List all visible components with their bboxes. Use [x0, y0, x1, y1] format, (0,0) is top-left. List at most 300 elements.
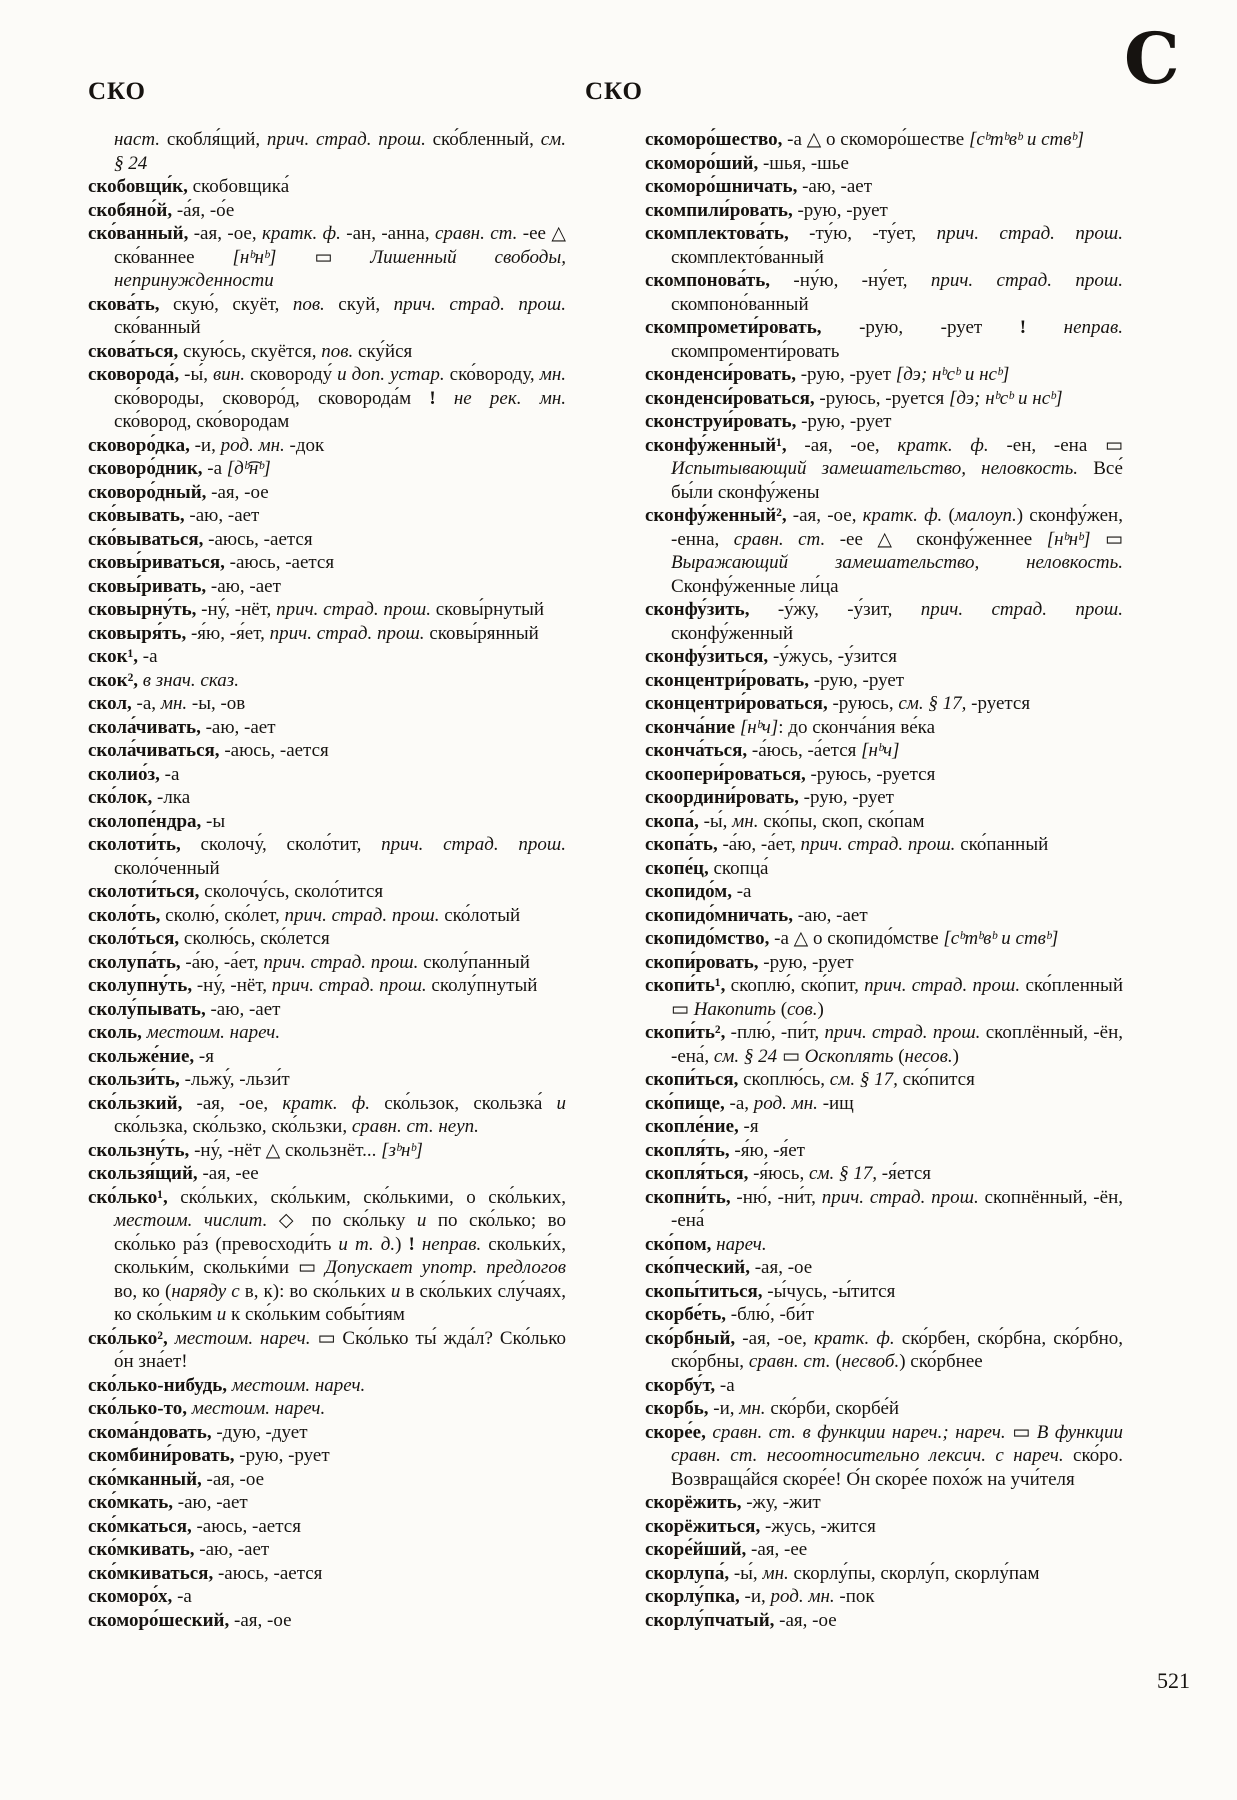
entry-text: ско́пленный ▭ — [671, 975, 1123, 1020]
entry-text: -аю, -ает — [200, 716, 276, 738]
grammar-label: см. § 17, — [829, 1069, 898, 1090]
dictionary-entry — [88, 1515, 566, 1539]
dictionary-entry — [645, 739, 1123, 763]
dictionary-entry — [645, 927, 1123, 951]
entry-text: ско́панный — [955, 834, 1049, 855]
entry-text: -жу, -жит — [741, 1492, 821, 1513]
headword: ско́рбный, — [645, 1327, 736, 1349]
entry-text: -пок — [834, 1586, 875, 1607]
grammar-label: прич. страд. прош. — [271, 975, 427, 996]
dictionary-entry — [88, 880, 566, 904]
dictionary-entry — [88, 363, 566, 434]
entry-text: -а́ю, -а́ет, — [180, 951, 264, 973]
entry-text: ско́ро. Возвраща́йся скоре́е! О́н скоре́е похо́ж на учи́теля — [671, 1445, 1124, 1490]
dictionary-entry — [645, 880, 1123, 904]
dictionary-entry — [88, 1538, 566, 1562]
running-head-left: СКО — [88, 78, 147, 105]
grammar-label: род. мн. — [753, 1092, 818, 1114]
grammar-label: мн. — [539, 364, 566, 385]
entry-text: -блю́, -би́т — [726, 1304, 814, 1325]
dictionary-entry — [645, 1280, 1123, 1304]
grammar-label: малоуп. — [954, 505, 1017, 526]
headword: сконденси́роваться, — [645, 387, 815, 409]
grammar-label: [нᵇч] — [739, 716, 779, 738]
headword: сколо́ть, — [88, 904, 161, 926]
grammar-label: в знач. сказ. — [138, 669, 239, 691]
grammar-label: [нᵇч] — [861, 740, 900, 761]
dictionary-entry — [88, 504, 566, 528]
headword: сконструи́ровать, — [645, 411, 797, 432]
headword: сколоти́ть, — [88, 834, 181, 855]
headword: ско́пом, — [645, 1233, 712, 1255]
headword: скопля́ться, — [645, 1163, 749, 1184]
headword: сконча́ться, — [645, 740, 748, 761]
dictionary-entry — [645, 1115, 1123, 1139]
grammar-label: прич. страд. прош. — [800, 834, 956, 855]
headword: сколу́пывать, — [88, 998, 206, 1020]
entry-text: ско́вород, ско́вородам — [114, 411, 290, 432]
grammar-label: прич. страд. прош. — [936, 223, 1123, 244]
dictionary-entry — [88, 716, 566, 740]
dictionary-entry — [645, 669, 1123, 693]
entry-text: сколу́пнутый — [426, 975, 538, 996]
entry-text: -плю́, -пи́т, — [725, 1022, 825, 1043]
grammar-label: прич. страд. прош. — [284, 904, 440, 926]
entry-text: ско́ванный — [114, 317, 201, 338]
entry-text: -а △ о скопидо́мстве — [769, 928, 944, 949]
headword: ско́мканный, — [88, 1468, 202, 1490]
dictionary-entry — [88, 998, 566, 1022]
grammar-label: наряду с — [171, 1280, 240, 1302]
grammar-label: пов. — [321, 340, 354, 362]
headword: скоопери́роваться, — [645, 763, 806, 785]
entry-text: -ая, -ое — [774, 1609, 837, 1631]
headword: скобяно́й, — [88, 199, 173, 221]
headword: сконфу́зиться, — [645, 646, 769, 667]
entry-text: -лка — [152, 787, 191, 808]
dictionary-entry — [645, 904, 1123, 928]
headword: ско́пческий, — [645, 1257, 750, 1278]
grammar-label: мн. — [762, 1562, 789, 1584]
dictionary-entry — [645, 1327, 1123, 1374]
entry-text: скопнённый, -ён, -ена́ — [671, 1186, 1123, 1231]
dictionary-entry — [645, 387, 1123, 411]
grammar-label: прич. страд. прош. — [930, 270, 1123, 291]
dictionary-entry — [88, 175, 566, 199]
entry-text: -а — [138, 646, 158, 667]
grammar-label: кратк. ф. — [814, 1327, 895, 1349]
dictionary-entry — [645, 199, 1123, 223]
dictionary-entry — [88, 1186, 566, 1327]
dictionary-entry — [88, 1562, 566, 1586]
dictionary-entry — [88, 551, 566, 575]
grammar-label: и — [216, 1304, 227, 1325]
dictionary-entry — [88, 810, 566, 834]
grammar-label: сравн. ст. неуп. — [351, 1116, 479, 1137]
entry-text: -рую, -рует — [792, 199, 888, 221]
entry-text: -ее △ ско́ваннее — [114, 223, 566, 268]
grammar-label: несвоб. — [841, 1351, 900, 1372]
entry-text: -а — [159, 763, 180, 785]
headword: сковорода́, — [88, 364, 180, 385]
entry-text: скорлу́пы, скорлу́п, скорлу́пам — [788, 1562, 1040, 1584]
headword: ско́лько¹, — [88, 1186, 168, 1208]
entry-text: -ну́, -нёт △ скользнёт... — [189, 1139, 382, 1161]
grammar-label: см. § 17, — [898, 693, 967, 714]
grammar-label: [сᵇтᵇвᵇ и ствᵇ] — [943, 928, 1059, 949]
entry-text: -а — [731, 881, 752, 902]
dictionary-entry — [88, 1397, 566, 1421]
dictionary-entry — [88, 222, 566, 293]
entry-text: -рую, -рует — [798, 787, 894, 808]
entry-text: скоплю́, ско́пит, — [725, 975, 865, 996]
entry-text: -ая, -ее — [746, 1539, 808, 1560]
entry-text: -я́ется — [877, 1163, 931, 1184]
entry-text: сколо́ченный — [114, 857, 220, 879]
entry-text: в ско́льких слу́чаях, ко ско́льким — [114, 1280, 567, 1325]
grammar-label: [зᵇнᵇ] — [381, 1139, 423, 1161]
dictionary-entry — [88, 1139, 566, 1163]
grammar-label: несов. — [904, 1045, 953, 1067]
entry-text: к ско́льким собы́тиям — [226, 1304, 405, 1325]
dictionary-entry — [645, 1609, 1123, 1633]
headword: скопи́ть², — [645, 1022, 726, 1043]
headword: скопидо́мство, — [645, 928, 770, 949]
headword: скопе́ц, — [645, 857, 709, 879]
entry-text: -жусь, -жится — [760, 1515, 876, 1537]
grammar-label: кратк. ф. — [282, 1092, 371, 1114]
grammar-label: мн. — [739, 1398, 766, 1419]
dictionary-entry — [88, 1609, 566, 1633]
dictionary-entry — [645, 1374, 1123, 1398]
grammar-label: мн. — [160, 693, 188, 714]
entry-text: : до сконча́ния ве́ка — [778, 716, 936, 738]
entry-text: -рую, -рует — [821, 317, 1020, 338]
dictionary-entry — [645, 1303, 1123, 1327]
entry-text: -ая, -ое — [206, 481, 269, 503]
entry-text: скольки́х, скольки́м, скольки́ми ▭ — [114, 1233, 566, 1278]
entry-text: -рую, -рует — [234, 1445, 330, 1466]
headword: ско́мкаться, — [88, 1515, 192, 1537]
headword: скопи́ться, — [645, 1069, 739, 1090]
dictionary-entry — [88, 340, 566, 364]
dictionary-entry — [88, 739, 566, 763]
section-letter: C — [1124, 17, 1180, 100]
entry-text: -а́юсь, -а́ется — [747, 740, 862, 761]
entry-text: ▭ — [1005, 1421, 1037, 1443]
grammar-label: мн. — [732, 810, 759, 832]
grammar-label: сравн. ст. — [748, 1351, 831, 1372]
dictionary-entry — [88, 951, 566, 975]
entry-text: -ая, -ое — [229, 1609, 292, 1631]
headword: сковоро́дник, — [88, 458, 203, 479]
grammar-label: местоим. нареч. — [227, 1374, 366, 1396]
entry-text: -и, — [189, 434, 221, 456]
grammar-label: род. мн. — [220, 434, 285, 456]
entry-text: -ая, -ое, — [188, 223, 262, 244]
grammar-label: прич. страд. прош. — [821, 1186, 979, 1208]
headword: сколо́ться, — [88, 928, 180, 949]
entry-text: -рую, -рует — [808, 669, 905, 691]
headword: скопидо́мничать, — [645, 904, 793, 926]
dictionary-entry — [645, 786, 1123, 810]
dictionary-entry — [645, 1092, 1123, 1116]
entry-text: -а, — [131, 693, 161, 714]
headword: скоморо́шеский, — [88, 1609, 230, 1631]
grammar-label: В функции сравн. ст. несоотносительно лексич. с нареч. — [671, 1421, 1123, 1466]
dictionary-entry — [645, 269, 1123, 316]
dictionary-entry — [88, 1585, 566, 1609]
dictionary-entry — [645, 1256, 1123, 1280]
running-head-right: СКО — [585, 78, 644, 105]
entry-text: -руюсь, -руется — [805, 763, 936, 785]
grammar-label: прич. страд. прош. — [269, 622, 425, 644]
entry-text: ) — [817, 998, 824, 1020]
grammar-label: прич. страд. прош. — [920, 599, 1123, 620]
entry-text: -ну́, -нёт, — [192, 975, 272, 996]
grammar-label: сравн. ст. — [733, 528, 826, 550]
grammar-label: [нᵇнᵇ] — [232, 246, 277, 268]
entry-text: -я́ю, -я́ет, — [186, 622, 270, 644]
entry-text: скоплю́сь, — [738, 1069, 830, 1090]
headword: сколоти́ться, — [88, 881, 200, 902]
entry-text: скую́сь, скуётся, — [178, 340, 322, 362]
grammar-label: неправ. — [414, 1233, 482, 1255]
dictionary-entry — [88, 1468, 566, 1492]
grammar-label: см. § 24 — [114, 129, 567, 174]
entry-text: -ы — [201, 810, 226, 832]
entry-text: -аю, -ает — [205, 998, 281, 1020]
entry-text: -а — [172, 1586, 192, 1607]
grammar-label: [нᵇнᵇ] — [1046, 528, 1091, 550]
headword: сколь, — [88, 1022, 142, 1043]
entry-text: сколочу́сь, сколо́тится — [199, 881, 384, 902]
entry-text: ▭ — [1090, 528, 1123, 550]
headword: ! — [408, 1233, 415, 1255]
headword: ско́мкиваться, — [88, 1562, 214, 1584]
dictionary-entry — [645, 1421, 1123, 1492]
entry-text: ( — [830, 1351, 842, 1372]
dictionary-entry — [645, 434, 1123, 505]
grammar-label: Лишенный свободы, непринужденности — [114, 246, 567, 291]
entry-text: сколу́панный — [418, 951, 530, 973]
headword: скорёжиться, — [645, 1515, 761, 1537]
headword: сконча́ние — [645, 716, 736, 738]
entry-text: -ая, -ое — [201, 1468, 265, 1490]
grammar-label: Выражающий замешательство, неловкость. — [671, 552, 1123, 573]
entry-text: ско́льзка, ско́льзко, ско́льзки, — [114, 1116, 352, 1137]
grammar-label: кратк. ф. — [897, 434, 989, 456]
entry-text: по ско́лько; во ско́лько ра́з (превосходи́ть — [114, 1210, 566, 1255]
entry-text: -рую, -рует — [758, 951, 854, 973]
dictionary-entry — [645, 763, 1123, 787]
headword: ско́вываться, — [88, 528, 204, 550]
entry-text: ) — [952, 1045, 959, 1067]
headword: ско́пище, — [645, 1092, 725, 1114]
grammar-label: прич. страд. прош. — [824, 1022, 981, 1043]
entry-text: -руется — [966, 693, 1031, 714]
dictionary-entry — [645, 175, 1123, 199]
dictionary-entry — [645, 1562, 1123, 1586]
entry-text: -ню́, -ни́т, — [730, 1186, 822, 1208]
entry-text: скоплённый, -ён, -ена́, — [671, 1022, 1123, 1067]
entry-text: -ая, -ое, — [182, 1092, 283, 1114]
headword: сколопе́ндра, — [88, 810, 202, 832]
grammar-label: неправ. — [1026, 317, 1124, 338]
headword: скопа́, — [645, 810, 699, 832]
headword: сконцентри́ровать, — [645, 669, 809, 691]
headword: сковыря́ть, — [88, 622, 187, 644]
entry-text: -ая, -ее — [197, 1163, 259, 1184]
grammar-label: см. § 17, — [808, 1163, 878, 1184]
page-number: 521 — [1157, 1668, 1190, 1693]
entry-text: сковы́рнутый — [431, 599, 545, 620]
headword: скомбини́ровать, — [88, 1445, 235, 1466]
entry-text: ско́пится — [897, 1069, 975, 1090]
entry-text: -я́юсь, — [748, 1163, 809, 1184]
headword: скопля́ть, — [645, 1139, 730, 1161]
entry-text: -аю, -ает — [206, 575, 281, 597]
headword: сконфу́женный², — [645, 505, 787, 526]
dictionary-entry — [88, 692, 566, 716]
headword: скопи́ровать, — [645, 951, 759, 973]
dictionary-entry — [88, 481, 566, 505]
entry-text: -аюсь, -ается — [191, 1515, 301, 1537]
entry-text: в, к): во ско́льких — [239, 1280, 391, 1302]
headword: сколупну́ть, — [88, 975, 193, 996]
entry-text: -аюсь, -ается — [219, 740, 329, 761]
grammar-label: сравн. ст. в функции нареч.; нареч. — [705, 1421, 1006, 1443]
entry-text: -ая, -ое, — [786, 505, 863, 526]
grammar-label: [дᵇ͡нᵇ] — [226, 458, 271, 479]
entry-text: -а — [202, 458, 227, 479]
entry-text: -док — [284, 434, 325, 456]
entry-text: сковы́рянный — [424, 622, 539, 644]
entry-text: -аюсь, -ается — [203, 528, 313, 550]
headword: сконденси́ровать, — [645, 364, 796, 385]
entry-text: сколочу́, сколо́тит, — [180, 834, 382, 855]
grammar-label: местоим. нареч. — [167, 1327, 311, 1349]
entry-text: -ая, -ое, — [735, 1327, 815, 1349]
entry-text: ) — [395, 1233, 409, 1255]
entry-text: -ну́, -нёт, — [196, 599, 277, 620]
entry-text: -ы́, — [179, 364, 214, 385]
dictionary-entry — [645, 692, 1123, 716]
dictionary-entry — [645, 222, 1123, 269]
dictionary-entry — [645, 1186, 1123, 1233]
entry-text: -а, — [724, 1092, 754, 1114]
headword: скол, — [88, 693, 132, 714]
dictionary-entry — [88, 1045, 566, 1069]
entry-text: -шья, -шье — [758, 152, 849, 174]
entry-text: -аю, -ает — [797, 176, 873, 197]
dictionary-entry — [88, 457, 566, 481]
headword: скок¹, — [88, 646, 139, 667]
grammar-label: кратк. ф. — [262, 223, 341, 244]
dictionary-entry — [645, 1585, 1123, 1609]
headword: скобовщи́к, — [88, 176, 188, 197]
headword: сковы́риваться, — [88, 552, 225, 573]
grammar-label: местоим. нареч. — [141, 1022, 281, 1043]
dictionary-entry — [645, 363, 1123, 387]
headword: скомпонова́ть, — [645, 270, 771, 291]
headword: скомпили́ровать, — [645, 199, 793, 221]
headword: скользну́ть, — [88, 1139, 190, 1161]
grammar-label: Испытывающий замешательство, неловкость. — [671, 458, 1079, 479]
grammar-label: кратк. ф. — [862, 505, 943, 526]
dictionary-entry — [88, 1068, 566, 1092]
headword: ско́лько², — [88, 1327, 168, 1349]
dictionary-entry — [645, 1021, 1123, 1068]
grammar-label: наст. — [114, 129, 167, 150]
headword: сковоро́дка, — [88, 434, 190, 456]
entry-text: -ы, -ов — [187, 693, 246, 714]
entry-text: ) ско́рбнее — [899, 1351, 983, 1372]
dictionary-entry — [88, 645, 566, 669]
entry-text: -а — [715, 1374, 735, 1396]
dictionary-entry — [645, 410, 1123, 434]
grammar-label: местоим. числит. — [114, 1210, 268, 1231]
dictionary-entry — [88, 1162, 566, 1186]
dictionary-entry — [88, 1421, 566, 1445]
entry-text: Все́ бы́ли сконфу́жены — [671, 458, 1123, 503]
entry-text: -ту́ю, -ту́ет, — [788, 223, 937, 244]
headword: скомпромети́ровать, — [645, 317, 822, 338]
grammar-label: не рек. мн. — [435, 387, 567, 409]
dictionary-entry — [645, 504, 1123, 598]
entry-text: -я — [738, 1116, 759, 1137]
grammar-label: Накопить — [693, 998, 776, 1020]
grammar-label: нареч. — [711, 1233, 767, 1255]
headword: ско́лок, — [88, 787, 153, 808]
dictionary-entry — [88, 598, 566, 622]
grammar-label: местоим. нареч. — [186, 1398, 326, 1419]
entry-text: -аюсь, -ается — [224, 552, 335, 573]
dictionary-entry — [645, 1139, 1123, 1163]
entry-text: сконфу́женный — [671, 622, 794, 644]
headword: ско́вывать, — [88, 505, 185, 526]
entry-text: -дую, -дует — [211, 1421, 308, 1443]
dictionary-entry — [88, 1491, 566, 1515]
entry-text: ско́вороду, — [444, 364, 540, 385]
headword: скоморо́шничать, — [645, 176, 798, 197]
entry-text: ско́льзок, скользка́ — [370, 1092, 557, 1114]
entry-text: ( — [942, 505, 955, 526]
grammar-label: [дэ; нᵇсᵇ и нсᵇ] — [949, 387, 1063, 409]
entry-text: -я — [194, 1045, 214, 1067]
grammar-label: и доп. устар. — [337, 364, 445, 385]
dictionary-entry — [645, 1233, 1123, 1257]
dictionary-entry — [645, 1397, 1123, 1421]
entry-text: ско́льких, ско́льким, ско́лькими, о ско́льких, — [167, 1186, 566, 1208]
headword: скок², — [88, 669, 139, 691]
entry-text: ( — [775, 998, 788, 1020]
grammar-label: род. мн. — [770, 1586, 835, 1607]
headword: скопле́ние, — [645, 1116, 739, 1137]
headword: скоордини́ровать, — [645, 787, 799, 808]
headword: ско́лько-то, — [88, 1398, 187, 1419]
dictionary-entry — [88, 669, 566, 693]
headword: сколупа́ть, — [88, 951, 181, 973]
grammar-label: см. § 24 — [713, 1045, 778, 1067]
entry-text: сколю́, ско́лет, — [160, 904, 285, 926]
headword: ! — [1019, 317, 1027, 338]
grammar-label: и — [556, 1092, 566, 1114]
entry-text: скуй, — [324, 293, 394, 315]
entry-text: -ая, -ое, — [786, 434, 898, 456]
headword: скорбь, — [645, 1398, 709, 1419]
dictionary-entry — [645, 1538, 1123, 1562]
